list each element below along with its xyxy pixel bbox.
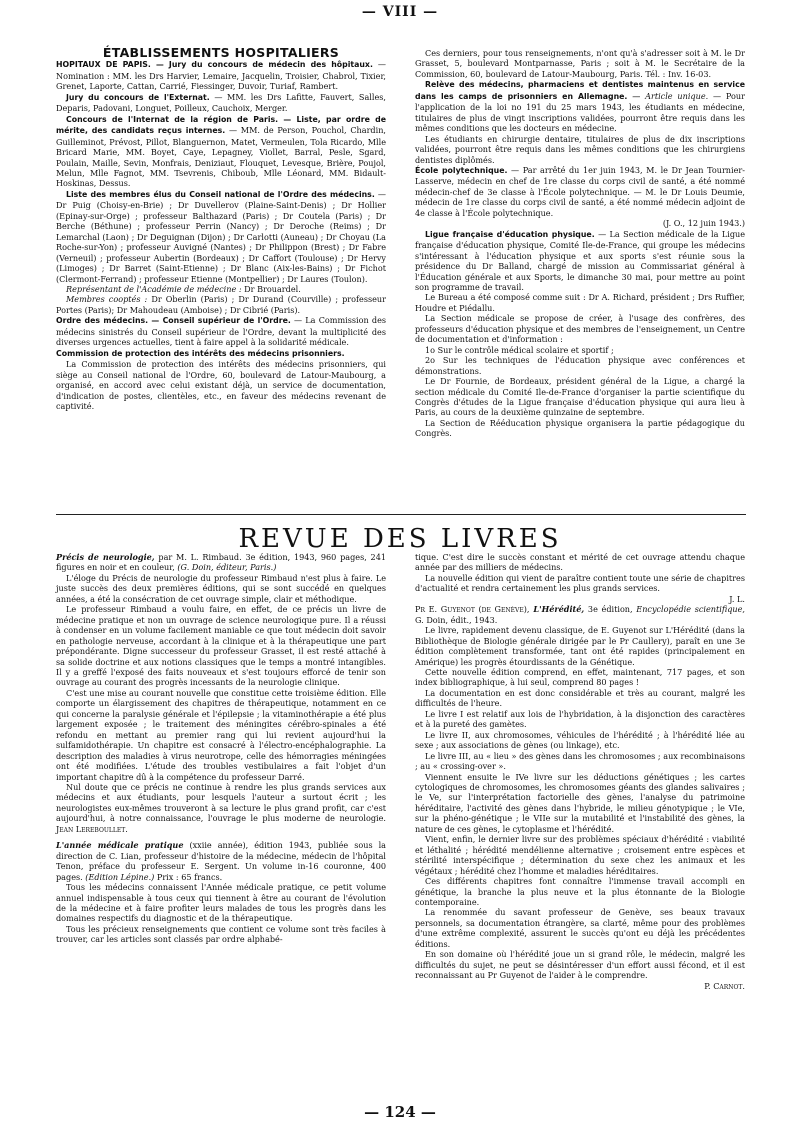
paragraph: Le Dr Fournie, de Bordeaux, président général de la Ligue, a chargé la section médicale du Comité Ile-de-France d'organiser la partie scientifique du Congrès d'études de la Ligue française d'éducation physique qui aura lieu à Paris, au cours de la deuxième quinzaine de septembre. — [415, 376, 745, 418]
paragraph: Jury du concours de l'Externat. — MM. les Drs Lafitte, Fauvert, Salles, Deparis, Padovani, Longuet, Poilleux, Cauchoix, Merger. — [56, 91, 386, 114]
paragraph: tique. C'est dire le succès constant et mérité de cet ouvrage attendu chaque année par des milliers de médecins. — [415, 552, 745, 573]
paragraph: Tous les précieux renseignements que contient ce volume sont très faciles à trouver, car les articles sont classés par ordre alphabé- — [56, 923, 386, 945]
paragraph: Tous les médecins connaissent l'Année médicale pratique, ce petit volume annuel indispensable à tous ceux qui tiennent à être au courant de l'évolution de la médecine et à faire profiter leurs malades de tous les progrès dans les domaines respectifs du diagnostic et de la thérapeutique. — [56, 882, 386, 924]
book-entry-heading: L'année médicale pratique (xxiie année), édition 1943, publiée sous la direction de C. Lian, professeur d'histoire de la médecine, médecin de l'hôpital Tenon, préface du professeur E. Sergent. Un volume in-16 couronne, 400 pages. (Edition Lépine.) Prix : 65 francs. — [56, 840, 386, 882]
column-top-left — [56, 45, 387, 411]
paragraph: Le livre, rapidement devenu classique, de E. Guyenot sur L'Hérédité (dans la Bibliothèque de Biologie générale dirigée par le Pr Caullery), paraît en une 3e édition complètement transformée, tant ont été rapides (principalement en Amérique) les progrès étourdissants de la Génétique. — [415, 625, 745, 667]
paragraph: La Section médicale se propose de créer, à l'usage des confrères, des professeurs d'éducation physique et des membres de l'enseignement, un Centre de documentation et d'information : — [415, 313, 745, 345]
paragraph: Viennent ensuite le IVe livre sur les déductions génétiques ; les cartes cytologiques de chromosomes, les chromosomes géants des glandes salivaires ; le Ve, sur l'interprétation factorielle des gènes, l'analyse du patrimoine héréditaire, l'activité des gènes dans l'hybride, le milieu génotypique ; le VIe, sur la phéno-génétique ; le VIIe sur la mutabilité et l'instabilité des gènes, la nature de ces gènes, le cytoplasme et l'hérédité. — [415, 771, 745, 834]
paragraph: En son domaine où l'hérédité joue un si grand rôle, le médecin, malgré les difficultés du sujet, ne peut se désintéresser d'un effort aussi fécond, et il est reconnaissant au Pr Guyenot de l'aider à le comprendre. — [415, 949, 745, 981]
paragraph: Cette nouvelle édition comprend, en effet, maintenant, 717 pages, et son index bibliographique, à lui seul, comprend 80 pages ! — [415, 666, 745, 688]
paragraph: École polytechnique. — Par arrêté du 1er juin 1943, M. le Dr Jean Tournier-Lasserve, médecin en chef de 1re classe du corps civil de santé, a été nommé médecin-chef de 3e classe à l'École polytechnique. — M. le Dr Louis Deumie, médecin de 1re classe du corps civil de santé, a été nommé médecin adjoint de 4e classe à l'École polytechnique. — [415, 164, 746, 218]
column-top-right — [415, 48, 745, 439]
paragraph: La nouvelle édition qui vient de paraître contient toute une série de chapitres d'actualité et rendra certainement les plus grands services. — [415, 572, 745, 594]
paragraph: La Commission de protection des intérêts des médecins prisonniers, qui siège au Conseil national de l'Ordre, 60, boulevard de Latour-Maubourg, a organisé, en accord avec celui existant déjà, un service de documentation, d'indication de postes, clientèles, etc., en faveur des médecins revenant de captivité. — [56, 359, 386, 411]
paragraph: Ligue française d'éducation physique. — La Section médicale de la Ligue française d'éducation physique, Comité Ile-de-France, qui groupe les médecins s'intéressant à l'éducation physique et aux sports s'est réunie sous la présidence du Dr Balland, chargé de mission au Commissariat général à l'Éducation générale et aux Sports, le dimanche 30 mai, pour mettre au point son programme de travail. — [415, 228, 745, 292]
paragraph: 2o Sur les techniques de l'éducation physique avec conférences et démonstrations. — [415, 355, 745, 376]
page-header-roman: — VIII — — [361, 4, 439, 20]
paragraph: Commission de protection des intérêts des médecins prisonniers. — [56, 348, 345, 358]
page-number: — 124 — — [364, 1103, 436, 1121]
revue-title: REVUE DES LIVRES — [238, 524, 562, 554]
paragraph: Relève des médecins, pharmaciens et dentistes maintenus en service dans les camps de prisonniers en Allemagne. — Article unique. — Pour l'application de la loi no 191 du 25 mars 1943, les étudiants en médecine, titulaires de plus de vingt inscriptions validées, pourront être requis dans les mêmes conditions que les docteurs en médecine. — [415, 80, 745, 134]
paragraph: Le livre II, aux chromosomes, véhicules de l'hérédité ; à l'hérédité liée au sexe ; aux associations de gènes (ou linkage), etc. — [415, 729, 745, 751]
section-divider — [56, 514, 746, 515]
paragraph: Représentant de l'Académie de médecine : Dr Brouardel. — [66, 283, 301, 294]
paragraph: L'éloge du Précis de neurologie du professeur Rimbaud n'est plus à faire. Le juste succès des deux premières éditions, qui se sont succédé en quelques années, a été la consécration de cet ouvrage simple, clair et méthodique. — [56, 572, 386, 604]
paragraph: C'est une mise au courant nouvelle que constitue cette troisième édition. Elle comporte un élargissement des chapitres de thérapeutique, notamment en ce qui concerne la paralysie générale et l'épilepsie ; la vitaminothérapie a été plus largement exposée ; le traitement des méningites cérébro-spinales a été refondu en mettant au premier rang qui lui revient aujourd'hui la sulfamidothérapie. Un chapitre est consacré à l'électro-encéphalographie. La description des maladies à virus neurotrope, celle des hémorragies méningées ont été modifiées. L'étude des troubles vestibulaires a fait l'objet d'un important chapitre dû à la compétence du professeur Darré. — [56, 687, 386, 782]
paragraph: Ces derniers, pour tous renseignements, n'ont qu'à s'adresser soit à M. le Dr Grasset, 5, boulevard Montparnasse, Paris ; soit à M. le Secrétaire de la Commission, 60, boulevard de Latour-Maubourg, Paris. Tél. : Inv. 16-03. — [415, 48, 745, 79]
paragraph: Le professeur Rimbaud a voulu faire, en effet, de ce précis un livre de médecine pratique et non un ouvrage de science neurologique pure. Il a réussi à condenser en un volume facilement maniable ce que tout médecin doit savoir en pathologie nerveuse, accordant à la clinique et à la thérapeutique une part prépondérante. Digne successeur du professeur Grasset, il est resté attaché à sa solide doctrine et aux notions classiques que le temps a montré intangibles. Il y a greffé l'exposé des faits nouveaux et s'est toujours efforcé de tenir son ouvrage au courant des progrès incessants de la neurologie clinique. — [56, 604, 386, 688]
paragraph: Ces différents chapitres font connaître l'immense travail accompli en génétique, la branche la plus neuve et la plus étonnante de la Biologie contemporaine. — [415, 876, 745, 907]
paragraph: Ordre des médecins. — Conseil supérieur de l'Ordre. — La Commission des médecins sinistrés du Conseil supérieur de l'Ordre, devant la multiplicité des diverses urgences actuelles, tient à faire appel à la solidarité médicale. — [56, 315, 387, 348]
paragraph: La Section de Rééducation physique organisera la partie pédagogique du Congrès. — [415, 417, 745, 439]
paragraph: HOPITAUX DE PAPIS. — Jury du concours de médecin des hôpitaux. — Nomination : MM. les Drs Harvier, Lemaire, Jacquelin, Troisier, Chabrol, Tixier, Grenet, Laporte, Cattan, Carrié, Fiessinger, Duvoir, Turiaf, Rambert. — [56, 59, 386, 92]
column-bottom-left — [56, 552, 386, 945]
paragraph: Liste des membres élus du Conseil national de l'Ordre des médecins. — Dr Puig (Choisy-en-Brie) ; Dr Duvellerov (Plaine-Saint-Denis) ; Dr Hollier (Epinay-sur-Orge) ; professeur Balthazard (Paris) ; Dr Coutela (Paris) ; Dr Berche (Béthune) ; professeur Perrin (Nancy) ; Dr Deroche (Reims) ; Dr Lemarchal (Laon) ; Dr Deguignan (Dijon) ; Dr Carlotti (Auneau) ; Dr Choyau (La Roche-sur-Yon) ; professeur Auvigné (Nantes) ; Dr Philippon (Brest) ; Dr Fabre (Verneuil) ; professeur Aubertin (Bordeaux) ; Dr Caffort (Toulouse) ; Dr Hervy (Limoges) ; Dr Barret (Saint-Etienne) ; Dr Blanc (Aix-les-Bains) ; Dr Fichot (Clermont-Ferrand) ; professeur Etienne (Montpellier) ; Dr Laures (Toulon). — [56, 188, 386, 284]
signature: P. Carnot. — [704, 980, 745, 991]
paragraph: Vient, enfin, le dernier livre sur des problèmes spéciaux d'hérédité : viabilité et léthalité ; hérédité mendélienne alternative ; croisement entre espèces et stérilité interspécifique ; détermination du sexe chez les animaux et les végétaux ; hérédité chez l'homme et maladies héréditaires. — [415, 834, 745, 876]
paragraph: La documentation en est donc considérable et très au courant, malgré les difficultés de l'heure. — [415, 687, 745, 709]
column-bottom-right — [415, 552, 745, 991]
paragraph: Les étudiants en chirurgie dentaire, titulaires de plus de dix inscriptions validées, pourront être requis dans les mêmes conditions que les chirurgiens dentistes diplômés. — [415, 133, 745, 165]
paragraph: Le livre I est relatif aux lois de l'hybridation, à la disjonction des caractères et à la pureté des gamètes. — [415, 708, 745, 730]
citation: (J. O., 12 juin 1943.) — [662, 218, 745, 229]
paragraph: Membres cooptés : Dr Oberlin (Paris) ; Dr Durand (Courville) ; professeur Portes (Paris); Dr Mahoudeau (Amboise) ; Dr Cibrié (Paris). — [56, 294, 386, 315]
signature: J. L. — [729, 593, 745, 604]
paragraph: La renommée du savant professeur de Genève, ses beaux travaux personnels, sa documentation étrangère, sa clarté, même pour des problèmes d'une extrême complexité, assurent le succès qu'ont eu déjà les précédentes éditions. — [415, 907, 745, 949]
paragraph: Nul doute que ce précis ne continue à rendre les plus grands services aux médecins et aux étudiants, pour lesquels l'auteur a surtout écrit ; les neurologistes eux-mêmes trouveront à sa lecture le plus grand profit, car c'est aujourd'hui, à notre connaissance, l'ouvrage le plus moderne de neurologie. Jean Lereboullet. — [56, 781, 386, 834]
book-entry-heading: Précis de neurologie, par M. L. Rimbaud. 3e édition, 1943, 960 pages, 241 figures en noir et en couleur, (G. Doin, éditeur, Paris.) — [56, 552, 387, 573]
paragraph: Le Bureau a été composé comme suit : Dr A. Richard, président ; Drs Ruffier, Houdre et Piédallu. — [415, 292, 745, 313]
paragraph: 1o Sur le contrôle médical scolaire et sportif ; — [425, 344, 614, 355]
paragraph: Le livre III, au « lieu » des gènes dans les chromosomes ; aux recombinaisons ; au « crossing-over ». — [415, 750, 745, 772]
book-entry-heading: Pr E. Guyenot (de Genève), L'Hérédité, 3e édition, Encyclopédie scientifique, G. Doin, édit., 1943. — [415, 604, 745, 625]
signature: Jean Lereboullet. — [56, 823, 128, 834]
section-title-etablissements: ÉTABLISSEMENTS HOSPITALIERS — [102, 45, 340, 60]
paragraph: Concours de l'Internat de la région de Paris. — Liste, par ordre de mérite, des candidats reçus internes. — MM. de Person, Pouchol, Chardin, Guilleminot, Prévost, Pillot, Blanguernon, Matet, Vermeulen, Tola Ricardo, Mlle Bricard Marie, MM. Boyet, Caye, Lepagney, Viollet, Barral, Pesle, Sgard, Poulain, Maille, Sevin, Monfrais, Deniziaut, Flouquet, Levesque, Brière, Poujol, Melun, Mlle Fagnot, MM. Tsevrenis, Chiboub, Mlle Léonard, MM. Bidault-Hoskinas, Dessus. — [56, 114, 386, 189]
